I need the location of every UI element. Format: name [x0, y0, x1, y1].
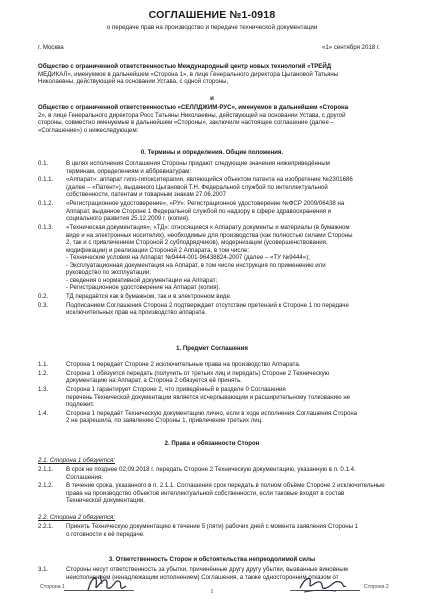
clause-text-line: Сторона 1 гарантирует Стороне 2, что приведённый в разделе 0 Соглашения: [66, 386, 286, 394]
clause-number: 3.1.: [38, 566, 49, 573]
clause-text-line: Стороны несут ответственность за убытки, причинённые другу другу убытки, вызванные виновным: [66, 566, 348, 573]
clause-number: 1.1.: [38, 361, 49, 368]
preamble-party-1: [38, 63, 386, 86]
clause-text-line: руководство по эксплуатации;: [66, 269, 152, 277]
clause-text-line: - сведения о нормативной документации на Аппарат;: [66, 276, 218, 284]
clause-text-line: Аппарат, выданное Стороне 1 Федеральной службой по надзору в сфере здравоохранения и: [66, 207, 332, 215]
clause-text-line: Сторона 1 передаёт Техническую документацию лично, если в ходе исполнения Соглашения Сторона: [66, 409, 358, 417]
section-2-2-title-text: 2.2. Сторона 2 обязуется:: [38, 514, 115, 521]
clause-text-line: - Регистрационное удостоверение на Аппарат (копия).: [66, 284, 221, 292]
section-1-heading: 1. Предмет Соглашения: [176, 345, 248, 352]
clause-text-line: исключительных прав на производство аппарата.: [66, 309, 207, 317]
clause-text-line: Технической документации.: [66, 497, 145, 505]
preamble-line: 2», в лице Генерального директора Росс Татьяны Николаевны, действующей на основании Устава, с другой: [38, 111, 346, 119]
clause-number: 2.1.1.: [38, 466, 54, 473]
section-2-1-title-text: 2.1. Сторона 1 обязуется:: [38, 457, 115, 464]
clause-number: 0.1.1.: [38, 176, 54, 184]
clause-text-line: Принять Техническую документацию в течение 5 (пяти) рабочих дней с момента заявления Стороны 1: [66, 523, 359, 530]
section-2-1-title: [38, 457, 115, 465]
clause-text-line: Соглашения.: [66, 473, 103, 481]
preamble-line: стороны, совместно именуемые в дальнейшем «Стороны», заключили настоящее соглашение (далее –: [38, 119, 334, 127]
clause-text-line: В срок не позднее 02.09.2018 г. передать Стороне 2 Техническую документацию, указанную в п. 0.1.4.: [66, 466, 356, 473]
clause-text-line: документацию на Аппарат, а Сторона 2 обязуется её принять.: [66, 377, 243, 385]
clause-text-line: собственности, патентам и товарным знакам 27.06.2007: [66, 191, 226, 199]
clause-number: 1.2.: [38, 369, 49, 377]
section-2-heading: 2. Права и обязанности Сторон: [164, 440, 260, 447]
preamble-party-2: [38, 104, 386, 134]
clause-text-line: 2, так и с привлечением Стороной 2 субподрядчиков), модернизации (усовершенствования,: [66, 239, 328, 247]
preamble-line: «Соглашение») о нижеследующем:: [38, 126, 139, 134]
preamble-line: Общество с ограниченной ответственностью Международный центр новых технологий «ТРЕЙД: [38, 63, 332, 70]
clause-text-line: подлежит.: [66, 401, 95, 409]
city: г. Москва: [38, 44, 64, 51]
preamble-line: МЕДИКАЛ», именуемое в дальнейшем «Сторона 1», в лице Генерального директора Цыгановой Татьяны: [38, 70, 339, 78]
clause-text-line: «Техническая документация», «ТД»: относящиеся к Аппарату документы и материалы (в бумажном: [66, 224, 350, 231]
document-title: СОГЛАШЕНИЕ №1-0918: [148, 9, 276, 21]
clause-text-line: - Технические условия на Аппарат №9444-001-96438824-2007 (далее – «ТУ №9444»);: [66, 254, 310, 262]
preamble-line: Общество с ограниченной ответственностью «СЕЛЛДЖИМ-РУС», именуемое в дальнейшем «Сторона: [38, 104, 349, 111]
clause-text-line: модификации) и реализации Стороной 2 Аппарата, в том числе:: [66, 246, 250, 254]
clause-text-line: - Эксплуатационная документация на Аппарат, в том числе инструкция по применению или: [66, 261, 326, 269]
clause-number: 0.2.: [38, 293, 49, 301]
clause-text-line: В течение срока, указанного в п. 2.1.1. Соглашения срок передать в полном объёме Стороне 2 исключительные: [66, 482, 385, 490]
clause-number: 0.1.3.: [38, 224, 54, 231]
clause-number: 1.4.: [38, 409, 49, 417]
clause-text-line: Сторона 1 обязуется передать (получить от третьих лиц и передать) Стороне 2 Техническую: [66, 369, 330, 377]
clause-text-line: виде и на электронных носителях), необходимые для производства (как полностью силами Стороны: [66, 231, 353, 239]
section-0-heading: 0. Термины и определения. Общие положения.: [140, 149, 284, 156]
clause-number: 1.3.: [38, 386, 49, 394]
section-2-2-title: [38, 514, 115, 522]
preamble-and: и: [210, 95, 214, 102]
clause-text-line: Сторона 1 передает Стороне 2 исключительные права на производство Аппарата.: [66, 361, 301, 368]
section-3-heading: 3. Ответственность Сторон и обстоятельства непреодолимой силы: [108, 556, 316, 563]
clause-text-line: перечень Технической документации является исчерпывающим и расширительному толкованию не: [66, 393, 351, 401]
footer-party-2-label: Сторона 2: [364, 584, 389, 590]
page-number: 1: [210, 589, 214, 595]
clause-text-line: права на производство объектов интеллектуальной собственности, если таковые входят в состав: [66, 489, 345, 497]
footer-party-1-label: Сторона 1: [40, 584, 65, 590]
clause-text-line: 2 не разрешила, по заявлению Стороны 1, привлечение третьих лиц.: [66, 417, 263, 425]
date: «1» сентября 2018 г.: [322, 44, 380, 51]
clause-text-line: о готовности к её передаче.: [66, 530, 145, 538]
clause-text-line: социального развития 25.12.2009 г. (копия).: [66, 215, 190, 223]
clause-text-line: неисполнением (ненадлежащим исполнением) Соглашения, а также односторонним отказом от: [66, 573, 339, 581]
preamble-line: Николаевны, действующей на основании Устава, с одной стороны,: [38, 78, 229, 86]
clause-text-line: В целях исполнения Соглашения Стороны придают следующие значения нижеприведённым: [66, 160, 330, 167]
clause-number: 2.2.1.: [38, 523, 54, 530]
signature-2: [296, 572, 350, 596]
clause-text-line: «Аппарат»: аппарат гипо-гипокситерапии, являющийся объектом патента на изобретение №2301686: [66, 176, 353, 184]
document-subtitle: о передаче прав на производство и передаче технической документации: [106, 24, 318, 31]
clause-text-line: Подписанием Соглашения Сторона 2 подтверждает отсутствие претензий к Стороне 1 по передаче: [66, 301, 349, 309]
clause-number: 0.3.: [38, 301, 49, 309]
clause-number: 0.1.2.: [38, 200, 54, 208]
clause-text-line: (далее – «Патент»), выданного Цыгановой Т.Н. Федеральной службой по интеллектуальной: [66, 183, 328, 191]
clause-number: 0.1.: [38, 160, 49, 167]
clause-text-line: ТД передаётся как в бумажном, так и в электронном виде.: [66, 293, 232, 301]
clause-text-line: терминам, определениям и аббревиатурам:: [66, 167, 192, 175]
clause-number: 2.1.2.: [38, 482, 54, 490]
clause-text-line: «Регистрационное удостоверение», «РУ»: Регистрационное удостоверение №ФСР 2009/06438 на: [66, 200, 345, 208]
